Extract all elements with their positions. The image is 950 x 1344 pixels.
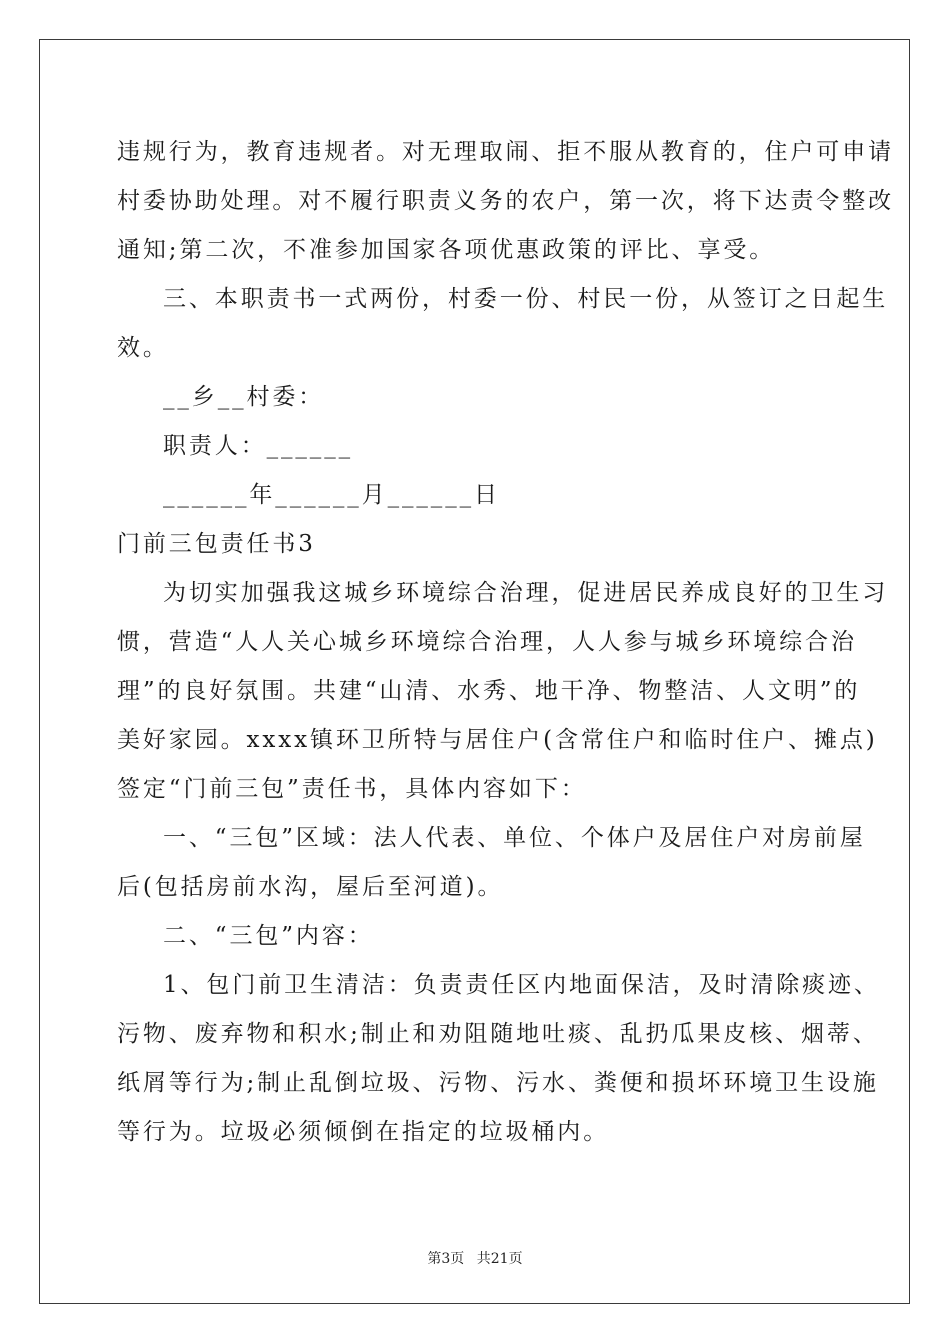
section-title: 门前三包责任书3: [117, 531, 316, 557]
responsible-person-line: 职责人：______: [163, 433, 353, 459]
text-line-10: 为切实加强我这城乡环境综合治理，促进居民养成良好的卫生习: [163, 580, 889, 606]
text-line-17: 二、“三包”内容：: [163, 923, 374, 949]
page-total: 共21页: [476, 1251, 523, 1267]
text-line-20: 纸屑等行为;制止乱倒垃圾、污物、污水、粪便和损坏环境卫生设施: [117, 1070, 879, 1096]
text-line-4: 三、本职责书一式两份，村委一份、村民一份，从签订之日起生: [163, 286, 889, 312]
text-line-14: 签定“门前三包”责任书，具体内容如下：: [117, 776, 587, 802]
text-line-19: 污物、废弃物和积水;制止和劝阻随地吐痰、乱扔瓜果皮核、烟蒂、: [117, 1021, 879, 1047]
document-body: [117, 128, 894, 1157]
text-line-18: 1、包门前卫生清洁：负责责任区内地面保洁，及时清除痰迹、: [163, 972, 880, 998]
text-line-13: 美好家园。xxxx镇环卫所特与居住户(含常住户和临时住户、摊点): [117, 727, 878, 753]
page-footer: [0, 1248, 950, 1268]
text-line-5: 效。: [117, 335, 169, 361]
village-committee-line: __乡__村委：: [163, 384, 325, 410]
text-line-15: 一、“三包”区域：法人代表、单位、个体户及居住户对房前屋: [163, 825, 866, 851]
text-line-16: 后(包括房前水沟，屋后至河道)。: [117, 874, 504, 900]
date-line: ______年______月______日: [163, 482, 500, 508]
text-line-2: 村委协助处理。对不履行职责义务的农户，第一次，将下达责令整改: [117, 188, 894, 214]
text-line-21: 等行为。垃圾必须倾倒在指定的垃圾桶内。: [117, 1119, 610, 1145]
text-line-1: 违规行为，教育违规者。对无理取闹、拒不服从教育的，住户可申请: [117, 139, 894, 165]
page-number: 第3页: [427, 1251, 465, 1267]
text-line-3: 通知;第二次，不准参加国家各项优惠政策的评比、享受。: [117, 237, 776, 263]
text-line-12: 理”的良好氛围。共建“山清、水秀、地干净、物整洁、人文明”的: [117, 678, 861, 704]
text-line-11: 惯，营造“人人关心城乡环境综合治理，人人参与城乡环境综合治: [117, 629, 857, 655]
